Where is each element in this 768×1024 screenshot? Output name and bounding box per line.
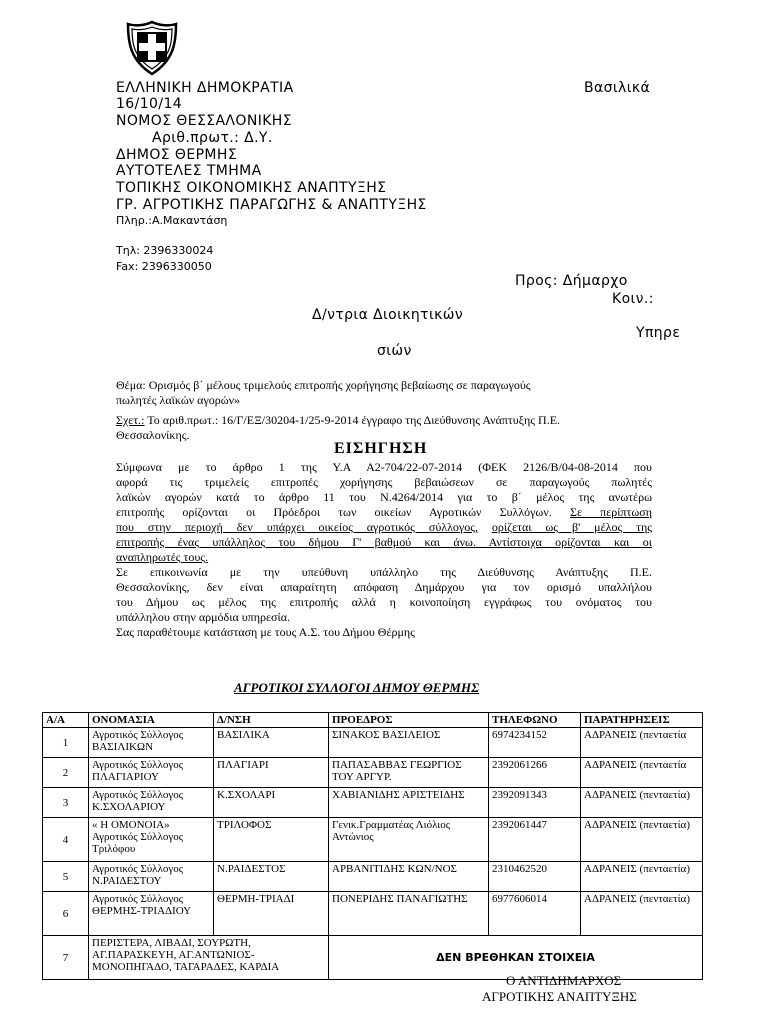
table-row xyxy=(43,892,703,936)
body-p1-line-5 xyxy=(116,520,652,535)
body-p2-line-1: Σε επικοινωνία με την υπεύθυνη υπάλληλο της Διεύθυνσης Ανάπτυξης Π.Ε. xyxy=(116,565,652,579)
body-p3: Σας παραθέτουμε κατάσταση με τους Α.Σ. του Δήμου Θέρμης xyxy=(116,625,415,639)
row-index: 7 xyxy=(43,936,89,980)
row-association-name: Αγροτικός Σύλλογος ΠΛΑΓΙΑΡΙΟΥ xyxy=(89,758,214,788)
department-heading: ΑΥΤΟΤΕΛΕΣ ΤΜΗΜΑ xyxy=(116,163,262,179)
recipient-to: Προς: Δήμαρχο xyxy=(515,273,628,289)
row-index: 5 xyxy=(43,862,89,892)
prefecture-heading: ΝΟΜΟΣ ΘΕΣΣΑΛΟΝΙΚΗΣ xyxy=(116,113,292,129)
municipality-heading: ΔΗΜΟΣ ΘΕΡΜΗΣ xyxy=(116,147,238,163)
row-remarks: ΑΔΡΑΝΕΙΣ (πενταετία) xyxy=(581,788,703,818)
row-phone: 6974234152 xyxy=(489,728,581,758)
row-phone: 6977606014 xyxy=(489,892,581,936)
row-association-name: Αγροτικός Σύλλογος Κ.ΣΧΟΛΑΡΙΟΥ xyxy=(89,788,214,818)
recipient-cc-department: Δ/ντρια Διοικητικών xyxy=(312,307,464,323)
subject-line-2: πωλητές λαϊκών αγορών» xyxy=(116,393,241,407)
recipient-services-part1: Υπηρε xyxy=(636,325,681,341)
reference-line-1 xyxy=(116,413,560,428)
body-p1-line-4 xyxy=(116,505,652,520)
office-heading-1: ΤΟΠΙΚΗΣ ΟΙΚΟΝΟΜΙΚΗΣ ΑΝΑΠΤΥΞΗΣ xyxy=(116,180,387,196)
body-p1-line-3: λαϊκών αγορών κατά το άρθρο 11 του Ν.4264/2014 για το β΄ μέλος της ανωτέρω xyxy=(116,490,652,504)
fax-number: Fax: 2396330050 xyxy=(116,260,212,273)
reference-label: Σχετ.: xyxy=(116,413,145,427)
body-p2-line-2: Θεσσαλονίκης, δεν είναι απαραίτητη απόφαση Δημάρχου για τον ορισμό υπαλλήλου xyxy=(116,580,652,594)
row-address: ΘΕΡΜΗ-ΤΡΙΑΔΙ xyxy=(214,892,329,936)
body-p2-line-3: του Δήμου ως μέλος της επιτροπής αλλά η κοινοποίηση εγγράφως του ονόματος του xyxy=(116,595,652,609)
associations-table xyxy=(42,712,703,980)
office-heading-2: ΓΡ. ΑΓΡΟΤΙΚΗΣ ΠΑΡΑΓΩΓΗΣ & ΑΝΑΠΤΥΞΗΣ xyxy=(116,197,427,213)
body-p1-line-7: αναπληρωτές τους. xyxy=(116,550,209,564)
republic-heading: ΕΛΛΗΝΙΚΗ ΔΗΜΟΚΡΑΤΙΑ xyxy=(116,80,294,96)
place-name: Βασιλικά xyxy=(584,80,651,96)
row-address: ΠΛΑΓΙΑΡΙ xyxy=(214,758,329,788)
body-p1-line-5-part-a: που στην περιοχή δεν υπάρχει οικείος αγροτικός σύλλογος, xyxy=(116,520,478,534)
row-remarks: ΑΔΡΑΝΕΙΣ (πενταετία) xyxy=(581,862,703,892)
row-no-data-note: ΔΕΝ ΒΡΕΘΗΚΑΝ ΣΤΟΙΧΕΙΑ xyxy=(329,936,703,980)
phone-number: Τηλ: 2396330024 xyxy=(116,244,214,257)
row-remarks: ΑΔΡΑΝΕΙΣ (πενταετία xyxy=(581,758,703,788)
row-president: ΧΑΒΙΑΝΙΔΗΣ ΑΡΙΣΤΕΙΔΗΣ xyxy=(329,788,489,818)
row-association-name: Αγροτικός Σύλλογος ΒΑΣΙΛΙΚΩΝ xyxy=(89,728,214,758)
reference-text: Το αριθ.πρωτ.: 16/Γ/ΕΞ/30204-1/25-9-2014 έγγραφο της Διεύθυνσης Ανάπτυξης Π.Ε. xyxy=(144,413,561,427)
row-index: 2 xyxy=(43,758,89,788)
row-index: 6 xyxy=(43,892,89,936)
row-remarks: ΑΔΡΑΝΕΙΣ (πενταετία) xyxy=(581,892,703,936)
body-p1-line-1: Σύμφωνα με το άρθρο 1 της Υ.Α Α2-704/22-07-2014 (ΦΕΚ 2126/Β/04-08-2014 που xyxy=(116,460,652,474)
row-remarks: ΑΔΡΑΝΕΙΣ (πενταετία xyxy=(581,728,703,758)
header-cell-address: Δ/ΝΣΗ xyxy=(214,713,329,728)
table-row xyxy=(43,728,703,758)
row-address: Ν.ΡΑΙΔΕΣΤΟΣ xyxy=(214,862,329,892)
row-index: 3 xyxy=(43,788,89,818)
row-president: ΣΙΝΑΚΟΣ ΒΑΣΙΛΕΙΟΣ xyxy=(329,728,489,758)
row-address: ΒΑΣΙΛΙΚΑ xyxy=(214,728,329,758)
row-address: Κ.ΣΧΟΛΑΡΙ xyxy=(214,788,329,818)
signature-title-1: Ο ΑΝΤΙΔΗΜΑΡΧΟΣ xyxy=(506,973,622,988)
table-row xyxy=(43,788,703,818)
body-p1-line-2: αφορά τις τριμελείς επιτροπές χορήγησης βεβαιώσεων σε παραγωγούς πωλητές xyxy=(116,475,652,489)
table-row xyxy=(43,818,703,862)
body-p1-line-5-part-b: ορίζεται ως β' μέλος της xyxy=(491,520,652,534)
body-p1-line-6: επιτροπής ένας υπάλληλος του δήμου Γ' βαθμού και άνω. Αντίστοιχα ορίζονται και οι xyxy=(116,535,652,549)
protocol-number: Αριθ.πρωτ.: Δ.Υ. xyxy=(152,130,273,146)
row-phone: 2392091343 xyxy=(489,788,581,818)
body-p2-line-4: υπάλληλου στην αρμόδια υπηρεσία. xyxy=(116,610,291,624)
table-header-row xyxy=(43,713,703,728)
row-phone: 2310462520 xyxy=(489,862,581,892)
header-cell-phone: ΤΗΛΕΦΩΝΟ xyxy=(489,713,581,728)
row-association-name: Αγροτικός Σύλλογος ΘΕΡΜΗΣ-ΤΡΙΑΔΙΟΥ xyxy=(89,892,214,936)
info-contact: Πληρ.:Α.Μακαντάση xyxy=(116,214,228,227)
header-cell-remarks: ΠΑΡΑΤΗΡΗΣΕΙΣ xyxy=(581,713,703,728)
row-association-name: « Η ΟΜΟΝΟΙΑ» Αγροτικός Σύλλογος Τριλόφου xyxy=(89,818,214,862)
row-phone: 2392061447 xyxy=(489,818,581,862)
table-title: ΑΓΡΟΤΙΚΟΙ ΣΥΛΛΟΓΟΙ ΔΗΜΟΥ ΘΕΡΜΗΣ xyxy=(234,680,480,695)
table-row xyxy=(43,862,703,892)
recipient-services-part2: σιών xyxy=(377,343,412,359)
row-index: 4 xyxy=(43,818,89,862)
header-cell-president: ΠΡΟΕΔΡΟΣ xyxy=(329,713,489,728)
row-index: 1 xyxy=(43,728,89,758)
row-remarks: ΑΔΡΑΝΕΙΣ (πενταετία) xyxy=(581,818,703,862)
row-president: Γενικ.Γραμματέας Λιόλιος Αντώνιος xyxy=(329,818,489,862)
row-areas: ΠΕΡΙΣΤΕΡΑ, ΛΙΒΑΔΙ, ΣΟΥΡΩΤΗ, ΑΓ.ΠΑΡΑΣΚΕΥΗ, ΑΓ.ΑΝΤΩΝΙΟΣ-ΜΟΝΟΠΗΓΑΔΟ, ΤΑΓΑΡΑΔΕΣ, ΚΑΡΔΙΑ xyxy=(89,936,329,980)
header-cell-name: ΟΝΟΜΑΣΙΑ xyxy=(89,713,214,728)
row-address: ΤΡΙΛΟΦΟΣ xyxy=(214,818,329,862)
row-president: ΠΑΠΑΣΑΒΒΑΣ ΓΕΩΡΓΙΟΣ ΤΟΥ ΑΡΓΥΡ. xyxy=(329,758,489,788)
document-title: ΕΙΣΗΓΗΣΗ xyxy=(334,440,428,457)
row-president: ΠΟΝΕΡΙΔΗΣ ΠΑΝΑΓΙΩΤΗΣ xyxy=(329,892,489,936)
row-association-name: Αγροτικός Σύλλογος Ν.ΡΑΙΔΕΣΤΟΥ xyxy=(89,862,214,892)
document-date: 16/10/14 xyxy=(116,96,183,112)
row-phone: 2392061266 xyxy=(489,758,581,788)
reference-line-2: Θεσσαλονίκης. xyxy=(116,428,190,442)
recipient-cc-label: Κοιν.: xyxy=(612,291,654,307)
signature-title-2: ΑΓΡΟΤΙΚΗΣ ΑΝΑΠΤΥΞΗΣ xyxy=(482,989,637,1004)
body-p1-line-4-underlined: Σε περίπτωση xyxy=(569,505,652,519)
subject-line-1: Θέμα: Ορισμός β΄ μέλους τριμελούς επιτροπής χορήγησης βεβαίωσης σε παραγωγούς xyxy=(116,378,531,392)
body-p1-line-4-text: επιτροπής ορίζονται οι Πρόεδροι των οικείων Αγροτικών Συλλόγων. xyxy=(116,505,552,519)
row-president: ΑΡΒΑΝΙΤΙΔΗΣ ΚΩΝ/ΝΟΣ xyxy=(329,862,489,892)
greek-cross-emblem-icon xyxy=(124,20,180,76)
table-row xyxy=(43,758,703,788)
header-cell-index: Α/Α xyxy=(43,713,89,728)
